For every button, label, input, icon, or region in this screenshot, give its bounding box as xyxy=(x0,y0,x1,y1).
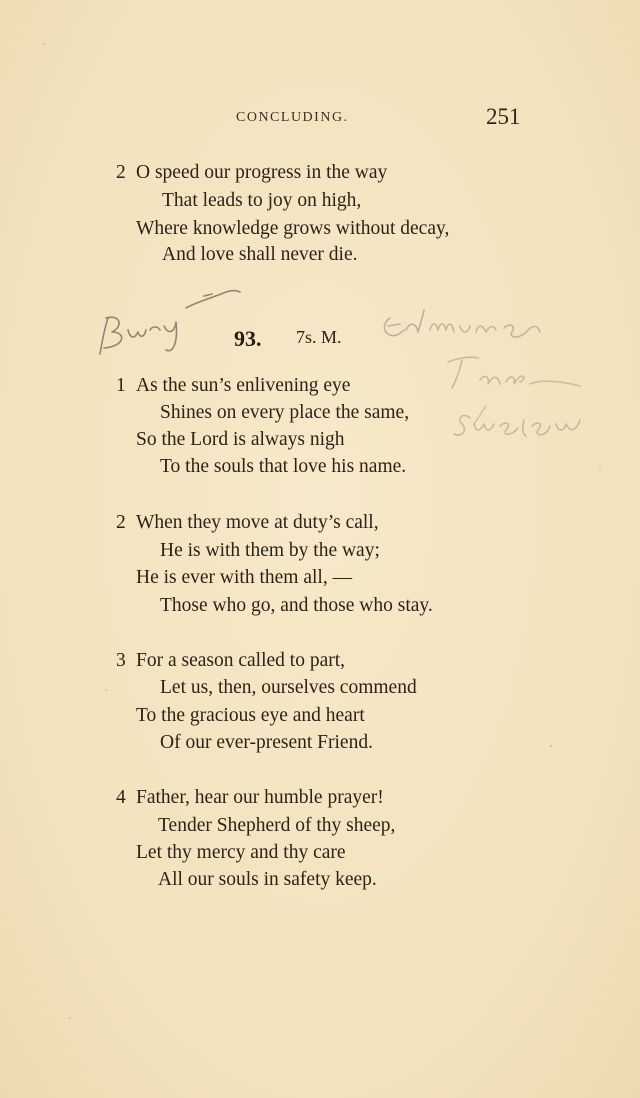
verse-line: To the gracious eye and heart xyxy=(136,705,365,726)
verse-line: For a season called to part, xyxy=(136,650,346,671)
verse-line: And love shall never die. xyxy=(162,244,358,265)
running-head: CONCLUDING. xyxy=(236,110,349,125)
stanza-number: 2 xyxy=(116,162,126,183)
verse-line: He is ever with them all, — xyxy=(136,567,353,588)
verse-line: Let us, then, ourselves commend xyxy=(160,677,417,698)
verse-line: Let thy mercy and thy care xyxy=(136,842,346,863)
hymn-number: 93. xyxy=(234,326,262,351)
verse-line: As the sun’s enlivening eye xyxy=(136,375,351,396)
verse-line: So the Lord is always nigh xyxy=(136,429,345,450)
stanza-number: 4 xyxy=(116,787,126,808)
verse-line: Where knowledge grows without decay, xyxy=(136,218,450,239)
verse-line: Father, hear our humble prayer! xyxy=(136,787,384,808)
stanza-number: 2 xyxy=(116,512,126,533)
verse-line: That leads to joy on high, xyxy=(162,190,362,211)
verse-line: Tender Shepherd of thy sheep, xyxy=(158,815,396,836)
page-number: 251 xyxy=(486,104,521,129)
verse-line: Those who go, and those who stay. xyxy=(160,595,433,616)
stanza-number: 1 xyxy=(116,375,126,396)
verse-line: When they move at duty’s call, xyxy=(136,512,379,533)
verse-line: He is with them by the way; xyxy=(160,540,380,561)
hymn-meter: 7s. M. xyxy=(296,327,342,347)
verse-line: Shines on every place the same, xyxy=(160,402,410,423)
stanza-number: 3 xyxy=(116,650,126,671)
verse-line: O speed our progress in the way xyxy=(136,162,388,183)
verse-line: Of our ever-present Friend. xyxy=(160,732,373,753)
verse-line: To the souls that love his name. xyxy=(160,456,407,477)
verse-line: All our souls in safety keep. xyxy=(158,869,377,890)
